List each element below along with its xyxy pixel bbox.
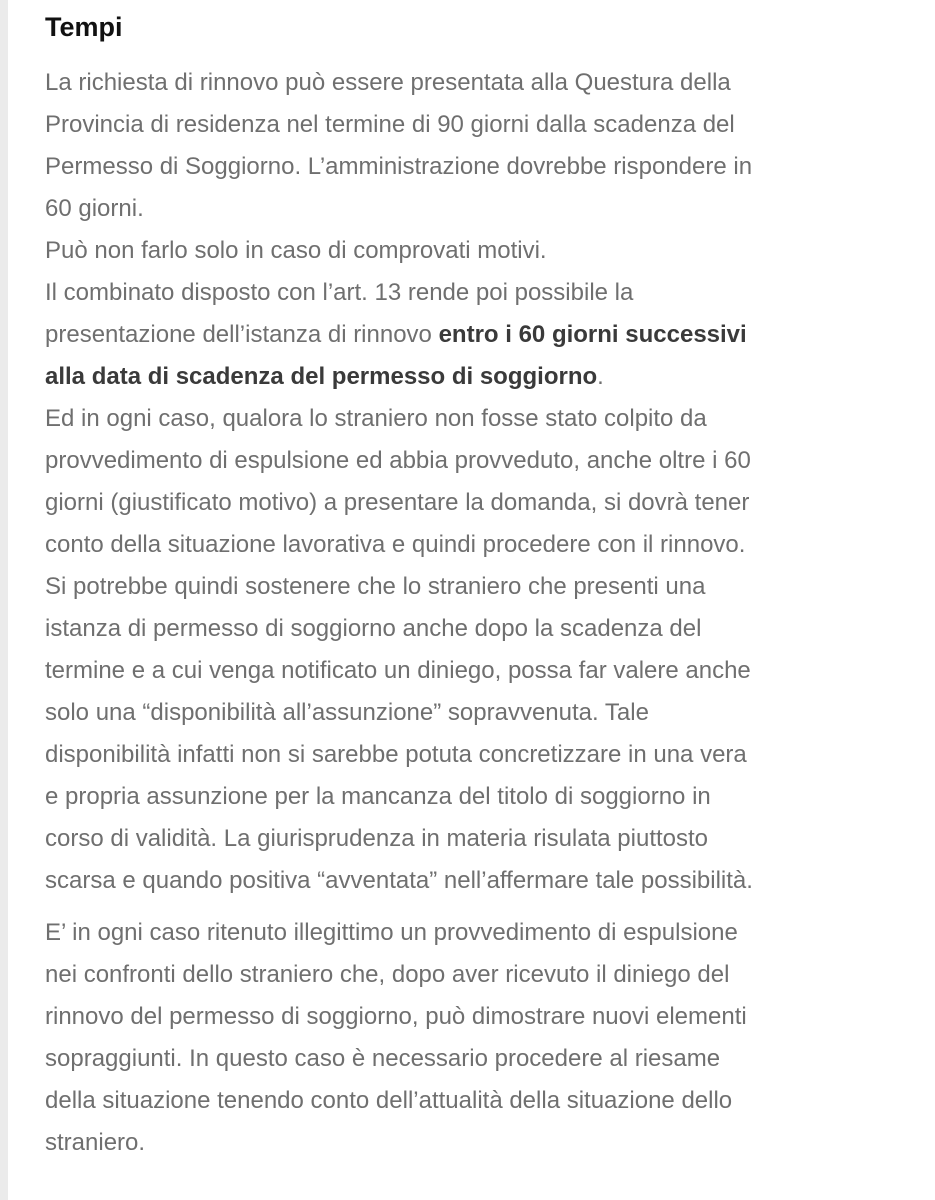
paragraph-line: corso di validità. La giurisprudenza in materia risulata piuttosto [45,825,709,852]
paragraph-line: 60 giorni. [45,195,144,222]
paragraph-line: sopraggiunti. In questo caso è necessario procedere al riesame [45,1045,721,1072]
paragraph-line: E’ in ogni caso ritenuto illegittimo un provvedimento di espulsione [45,919,738,946]
emphasis-text: alla data di scadenza del permesso di soggiorno [45,363,598,390]
paragraph-line: rinnovo del permesso di soggiorno, può dimostrare nuovi elementi [45,1003,747,1030]
paragraph-line: Provincia di residenza nel termine di 90 giorni dalla scadenza del [45,111,735,138]
paragraph-renewal-timing [45,62,915,902]
paragraph-line: termine e a cui venga notificato un diniego, possa far valere anche [45,657,751,684]
paragraph-line: e propria assunzione per la mancanza del titolo di soggiorno in [45,783,711,810]
paragraph-line: Si potrebbe quindi sostenere che lo straniero che presenti una [45,573,706,600]
emphasis-text: entro i 60 giorni successivi [438,321,747,348]
line-text: . [597,363,604,390]
paragraph-line [45,314,915,356]
paragraph-expulsion [45,912,915,1164]
paragraph-line: scarsa e quando positiva “avventata” nell’affermare tale possibilità. [45,867,753,894]
paragraph-line: conto della situazione lavorativa e quindi procedere con il rinnovo. [45,531,746,558]
paragraph-line: solo una “disponibilità all’assunzione” sopravvenuta. Tale [45,699,649,726]
paragraph-line: La richiesta di rinnovo può essere presentata alla Questura della [45,69,731,96]
paragraph-line: Può non farlo solo in caso di comprovati motivi. [45,237,547,264]
paragraph-line: disponibilità infatti non si sarebbe potuta concretizzare in una vera [45,741,747,768]
paragraph-line: straniero. [45,1129,146,1156]
paragraph-line: Permesso di Soggiorno. L’amministrazione dovrebbe rispondere in [45,153,753,180]
section-heading: Tempi [45,12,123,42]
paragraph-line: Il combinato disposto con l’art. 13 rende poi possibile la [45,279,634,306]
left-border-bar [0,0,8,1200]
line-text: presentazione dell’istanza di rinnovo [45,321,439,348]
paragraph-line: nei confronti dello straniero che, dopo aver ricevuto il diniego del [45,961,730,988]
paragraph-line: giorni (giustificato motivo) a presentare la domanda, si dovrà tener [45,489,750,516]
paragraph-line: della situazione tenendo conto dell’attualità della situazione dello [45,1087,733,1114]
paragraph-line: provvedimento di espulsione ed abbia provveduto, anche oltre i 60 [45,447,751,474]
paragraph-line: istanza di permesso di soggiorno anche dopo la scadenza del [45,615,702,642]
paragraph-line: Ed in ogni caso, qualora lo straniero non fosse stato colpito da [45,405,707,432]
article-section [45,6,915,1164]
paragraph-line [45,356,915,398]
